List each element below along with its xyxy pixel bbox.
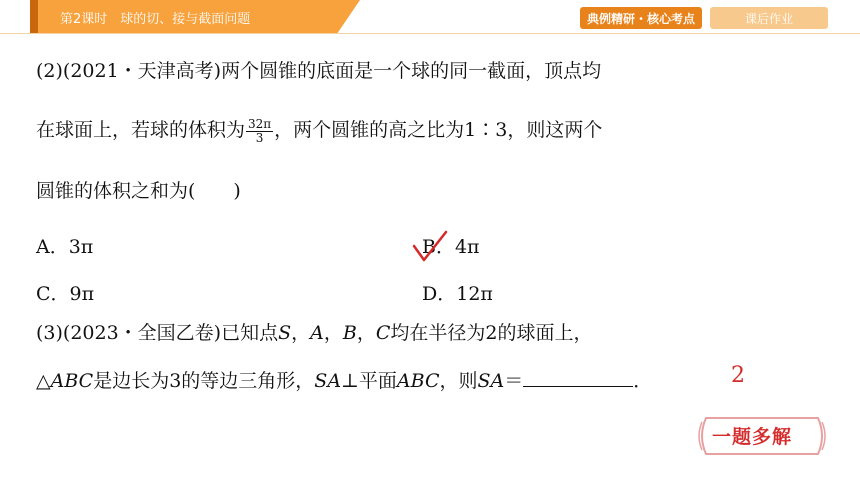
segment-sa-query: SA bbox=[477, 370, 505, 392]
triangle-symbol: △ bbox=[36, 370, 51, 392]
problem3-then: ，则 bbox=[439, 370, 478, 392]
header-divider bbox=[0, 33, 860, 34]
answer-blank bbox=[523, 372, 633, 387]
option-d: D．12π bbox=[422, 283, 493, 305]
badge-label[interactable]: 一题多解 bbox=[712, 426, 793, 448]
point-s: S bbox=[278, 322, 292, 344]
period: ． bbox=[633, 370, 653, 392]
banner-accent bbox=[30, 0, 38, 34]
problem3-line1 bbox=[36, 324, 593, 343]
point-c: C bbox=[375, 322, 391, 344]
triangle-abc: ABC bbox=[50, 370, 94, 392]
header-bar bbox=[0, 0, 860, 34]
separator: ， bbox=[291, 322, 311, 344]
point-a: A bbox=[310, 322, 324, 344]
plane-abc: ABC bbox=[396, 370, 440, 392]
separator: ， bbox=[356, 322, 376, 344]
lesson-title: 第2课时 球的切、接与截面问题 bbox=[60, 12, 251, 27]
tab-homework[interactable]: 课后作业 bbox=[710, 7, 828, 29]
volume-fraction bbox=[246, 118, 273, 144]
fraction-numerator: 32π bbox=[248, 117, 272, 131]
problem2-line1: (2)(2021・天津高考)两个圆锥的底面是一个球的同一截面，顶点均 bbox=[36, 60, 602, 82]
problem3-line1-intro: (3)(2023・全国乙卷)已知点 bbox=[36, 322, 279, 344]
fraction-denominator: 3 bbox=[255, 130, 264, 145]
option-c: C．9π bbox=[36, 283, 95, 305]
option-b: B．4π bbox=[422, 236, 480, 258]
perpendicular-text: ⊥平面 bbox=[341, 370, 397, 392]
problem3-line2 bbox=[36, 372, 652, 391]
tab-core-examples[interactable]: 典例精研・核心考点 bbox=[580, 7, 702, 29]
problem2-line2-pre: 在球面上，若球的体积为 bbox=[36, 119, 246, 142]
check-mark-icon bbox=[410, 228, 450, 268]
problem2-line2 bbox=[36, 118, 602, 144]
problem3-line2-text: 是边长为3的等边三角形， bbox=[93, 370, 315, 392]
problem2-line2-post: ，两个圆锥的高之比为1∶3，则这两个 bbox=[274, 119, 603, 142]
point-b: B bbox=[342, 322, 357, 344]
answer-value: 2 bbox=[731, 363, 745, 388]
option-a: A．3π bbox=[36, 236, 94, 258]
equals-sign: ＝ bbox=[504, 370, 524, 392]
separator: ， bbox=[323, 322, 343, 344]
segment-sa: SA bbox=[314, 370, 342, 392]
problem2-line3: 圆锥的体积之和为( ) bbox=[36, 180, 241, 202]
problem3-line1-tail: 均在半径为2的球面上， bbox=[390, 322, 593, 344]
